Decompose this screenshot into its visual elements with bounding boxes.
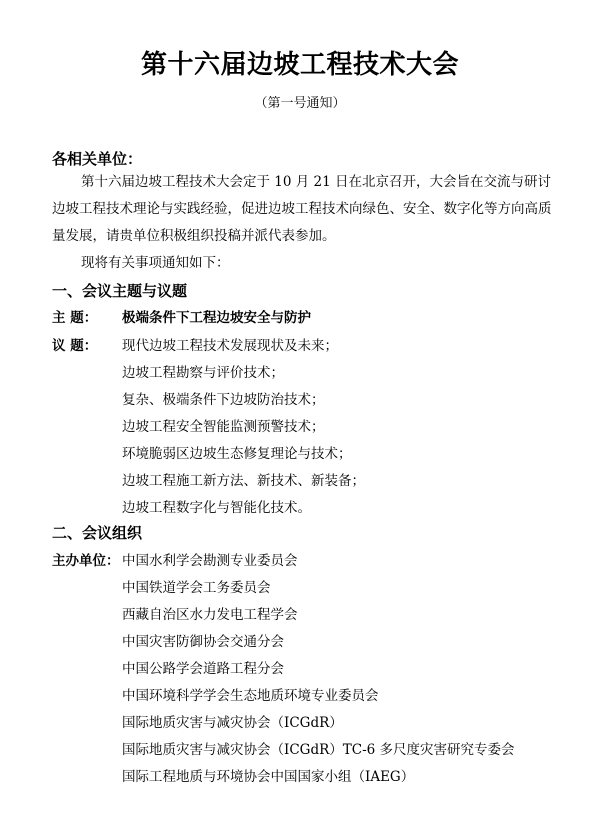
host-item: 国际地质灾害与减灾协会（ICGdR）TC-6 多尺度灾害研究专委会 <box>122 742 515 758</box>
addressee: 各相关单位： <box>52 150 143 168</box>
section-heading-topics: 一、会议主题与议题 <box>52 282 188 300</box>
host-item: 西藏自治区水力发电工程学会 <box>122 607 298 623</box>
topic-item: 边坡工程施工新方法、新技术、新装备； <box>122 473 365 489</box>
topic-item: 边坡工程勘察与评价技术； <box>122 365 284 381</box>
theme-label: 主 题： <box>52 310 98 326</box>
section-heading-organization: 二、会议组织 <box>52 524 143 542</box>
document-title: 第十六届边坡工程技术大会 <box>140 50 459 80</box>
topics-label: 议 题： <box>52 338 98 354</box>
theme-value: 极端条件下工程边坡安全与防护 <box>122 310 311 326</box>
topic-item: 边坡工程数字化与智能化技术。 <box>122 500 311 516</box>
intro-paragraph: 第十六届边坡工程技术大会定于 10 月 21 日在北京召开，大会旨在交流与研讨边坡工程技术理论与实践经验，促进边坡工程技术向绿色、安全、数字化等方向高质量发展，请贵单位积极组织投稿并派代表参加。 <box>52 174 552 244</box>
topic-item: 复杂、极端条件下边坡防治技术； <box>122 392 325 408</box>
host-item: 国际工程地质与环境协会中国国家小组（IAEG） <box>122 769 415 785</box>
topic-item: 现代边坡工程技术发展现状及未来； <box>122 338 338 354</box>
host-item: 中国环境科学学会生态地质环境专业委员会 <box>122 688 379 704</box>
host-item: 中国水利学会勘测专业委员会 <box>122 553 298 569</box>
theme-row <box>52 308 311 328</box>
host-item: 中国灾害防御协会交通分会 <box>122 634 284 650</box>
topic-item: 环境脆弱区边坡生态修复理论与技术； <box>122 446 352 462</box>
topic-item: 边坡工程安全智能监测预警技术； <box>122 419 325 435</box>
document-subtitle: （第一号通知） <box>254 96 346 111</box>
host-item: 中国公路学会道路工程分会 <box>122 661 284 677</box>
hosts-row <box>52 551 298 571</box>
host-item: 国际地质灾害与减灾协会（ICGdR） <box>122 715 343 731</box>
host-item: 中国铁道学会工务委员会 <box>122 580 271 596</box>
notice-line: 现将有关事项通知如下： <box>81 255 230 271</box>
topics-row <box>52 336 338 356</box>
hosts-label: 主办单位： <box>52 553 120 569</box>
